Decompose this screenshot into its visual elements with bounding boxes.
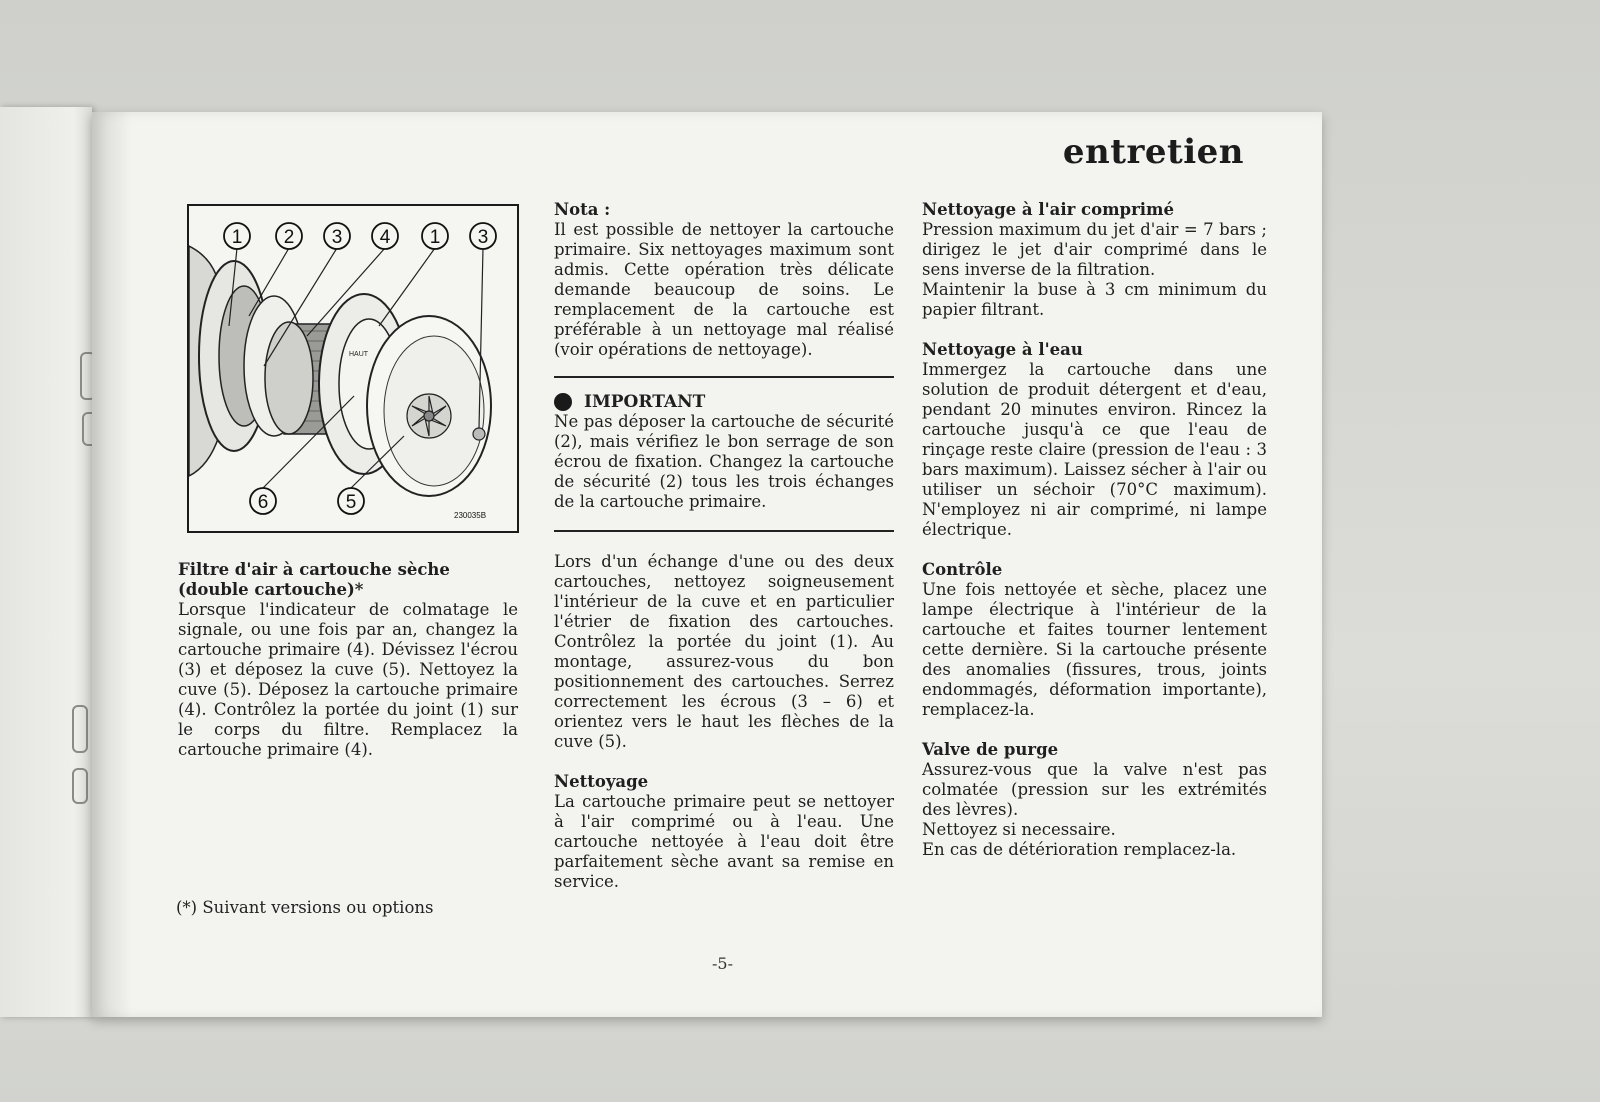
left-column [178,560,518,760]
controle-text: Une fois nettoyée et sèche, placez une lampe électrique à l'intérieur de la cartouche et faites tourner lentement cette dernière. Si la cartouche présente des anomalies (fissures, trous, joints endommagés, déformation importante), remplacez-la. [922,580,1267,719]
eau-text: Immergez la cartouche dans une solution de produit détergent et d'eau, pendant 20 minutes environ. Rincez la cartouche jusqu'à ce que l'eau de rinçage reste claire (pression de l'eau : 3 bars maximum). Laissez sécher à l'air ou utiliser un séchoir (70°C maximum). N'employez ni air comprimé, ni lampe électrique. [922,360,1267,539]
valve-text-3: En cas de détérioration remplacez-la. [922,840,1237,859]
haut-label: HAUT [349,351,369,358]
footnote: (*) Suivant versions ou options [176,898,434,917]
rule-top [554,376,894,378]
air-title: Nettoyage à l'air comprimé [922,200,1175,219]
air-text: Pression maximum du jet d'air = 7 bars ; dirigez le jet d'air comprimé dans le sens inverse de la filtration. [922,220,1267,279]
callout-3b: 3 [477,227,489,248]
callout-6: 6 [257,492,269,513]
spine-shade [92,112,132,1017]
air-filter-figure [187,204,519,533]
nettoyage-text: La cartouche primaire peut se nettoyer à l'air comprimé ou à l'eau. Une cartouche nettoyée à l'eau doit être parfaitement sèche avant sa remise en service. [554,792,894,891]
figure-code: 230035B [454,511,487,520]
callout-2: 2 [283,227,295,248]
callout-4: 4 [379,227,391,248]
page-number: -5- [712,954,733,973]
staple-bottom-lower [72,768,88,804]
callout-1: 1 [231,227,243,248]
right-column [922,200,1267,880]
rule-bottom [554,530,894,532]
nota-text: Il est possible de nettoyer la cartouche primaire. Six nettoyages maximum sont admis. Cette opération très délicate demande beaucoup de soins. Le remplacement de la cartouche est préférable à un nettoyage mal réalisé (voir opérations de nettoyage). [554,220,894,359]
exchange-text: Lors d'un échange d'une ou des deux cartouches, nettoyez soigneusement l'intérieur de la cuve et en particulier l'étrier de fixation des cartouches. Contrôlez la portée du joint (1). Au montage, assurez-vous du bon positionnement des cartouches. Serrez correctement les écrous (3 – 6) et orientez vers le haut les flèches de la cuve (5). [554,552,894,751]
callout-3: 3 [331,227,343,248]
filter-title: Filtre d'air à cartouche sèche (double cartouche)* [178,560,450,599]
nettoyage-title: Nettoyage [554,772,649,791]
page-heading: entretien [1062,132,1244,172]
middle-column [554,200,894,892]
valve-text: Assurez-vous que la valve n'est pas colmatée (pression sur les extrémités des lèvres). [922,760,1267,819]
air-filter-illustration [189,206,517,531]
important-title: IMPORTANT [584,392,706,412]
filter-text: Lorsque l'indicateur de colmatage le signale, ou une fois par an, changez la cartouche primaire (4). Dévissez l'écrou (3) et déposez la cuve (5). Nettoyez la cuve (5). Déposez la cartouche primaire (4). Contrôlez la portée du joint (1) sur le corps du filtre. Remplacez la cartouche primaire (4). [178,600,518,759]
air-text-2: Maintenir la buse à 3 cm minimum du papier filtrant. [922,280,1267,319]
valve-text-2: Nettoyez si necessaire. [922,820,1116,839]
eau-title: Nettoyage à l'eau [922,340,1083,359]
nota-title: Nota : [554,200,611,219]
important-heading [554,392,894,412]
bullet-icon [554,393,572,411]
manual-page [92,112,1322,1017]
important-text: Ne pas déposer la cartouche de sécurité (2), mais vérifiez le bon serrage de son écrou de fixation. Changez la cartouche de sécurité (2) tous les trois échanges de la cartouche primaire. [554,412,894,511]
callout-5: 5 [345,492,357,513]
valve-title: Valve de purge [922,740,1059,759]
left-page [0,107,92,1017]
callout-1b: 1 [429,227,441,248]
controle-title: Contrôle [922,560,1003,579]
staple-bottom [72,705,88,753]
